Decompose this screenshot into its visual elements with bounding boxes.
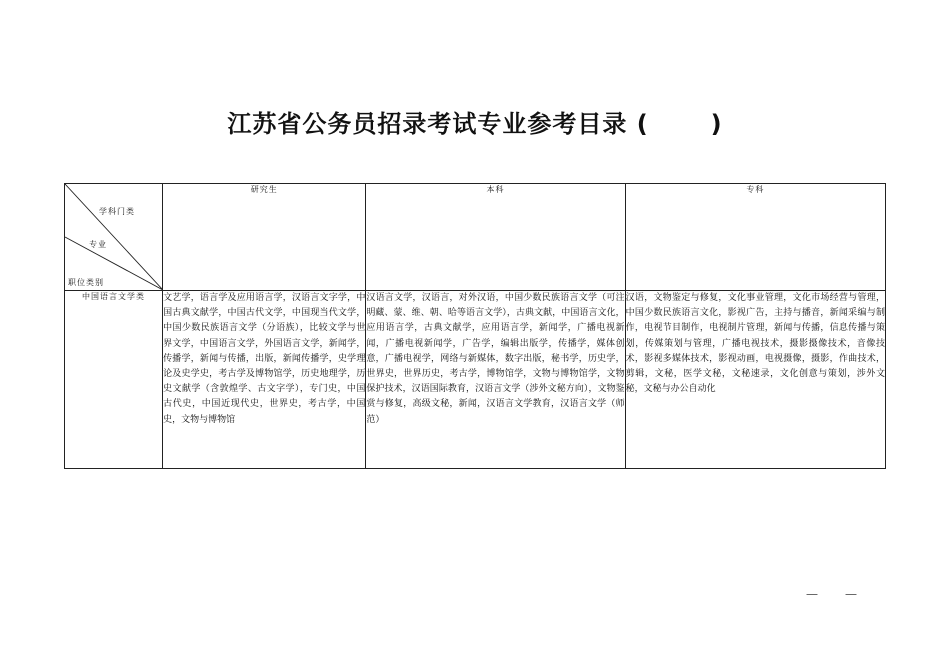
junior-college-majors-cell: 汉语，文物鉴定与修复，文化事业管理，文化市场经营与管理，中国少数民族语言文化，影视广告，主持与播音，新闻采编与制作，电视节目制作，电视制片管理，新闻与传播，信息传播与策划，传媒策划与管理，广播电视技术，摄影摄像技术，音像技术，影视多媒体技术，影视动画，电视摄像，摄影，作曲技术，剪辑，文秘，医学文秘，文秘速录，文化创意与策划，涉外文秘，文秘与办公自动化 [625, 291, 885, 469]
page-number-dash-right: — [845, 587, 857, 601]
table-row [65, 291, 886, 469]
column-header-undergraduate: 本科 [366, 184, 625, 291]
column-header-graduate: 研究生 [163, 184, 366, 291]
corner-header-cell [65, 184, 163, 291]
corner-diagonal-lines [65, 184, 163, 290]
major-catalog-table [64, 183, 886, 469]
undergraduate-majors-cell: 汉语言文学，汉语言，对外汉语，中国少数民族语言文学（可注明藏、蒙、维、朝、哈等语言文学），古典文献，中国语言文化，应用语言学，古典文献学，应用语言学，新闻学，广播电视新闻，广播电视新闻学，广告学，编辑出版学，传播学，媒体创意，广播电视学，网络与新媒体，数字出版，秘书学，历史学，世界史，世界历史，考古学，博物馆学，文物与博物馆学，文物保护技术，汉语国际教育，汉语言文学（涉外文秘方向），文物鉴赏与修复，高级文秘，新闻，汉语言文学教育，汉语言文学（师范） [366, 291, 625, 469]
corner-label-position: 职位类别 [68, 278, 104, 287]
corner-label-discipline: 学科门类 [99, 207, 135, 216]
corner-label-major: 专业 [89, 240, 107, 249]
title-main: 江苏省公务员招录考试专业参考目录 ( [227, 110, 649, 138]
row-label: 中国语言文学类 [65, 291, 163, 469]
page-title [0, 104, 950, 139]
column-header-junior-college: 专科 [625, 184, 885, 291]
title-close: ) [710, 110, 723, 138]
page-number-dash-left: — [806, 587, 818, 601]
table-header-row [65, 184, 886, 291]
graduate-majors-cell: 文艺学，语言学及应用语言学，汉语言文字学，中国古典文献学，中国古代文学，中国现当代文学，中国少数民族语言文学（分语族），比较文学与世界文学，中国语言文学，外国语言文学，新闻学，传播学，新闻与传播，出版，新闻传播学，史学理论及史学史，考古学及博物馆学，历史地理学，历史文献学（含敦煌学、古文字学），专门史，中国古代史，中国近现代史，世界史，考古学，中国史，文物与博物馆 [163, 291, 366, 469]
